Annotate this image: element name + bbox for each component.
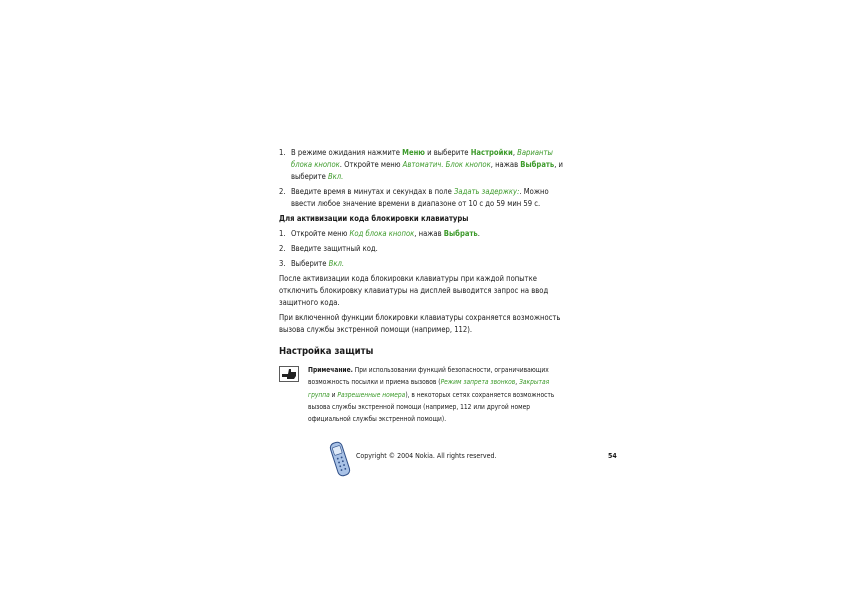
- auto-lock-label: Автоматич. Блок кнопок: [402, 160, 491, 169]
- list-item: [279, 228, 569, 240]
- step-text: ,: [512, 148, 518, 157]
- fixed-dialling-label: Разрешенные номера: [337, 390, 406, 399]
- settings-menu-label: Настройки: [470, 148, 513, 157]
- select-softkey-label: Выбрать: [443, 229, 478, 238]
- list-item: [279, 243, 569, 255]
- step-text: . Откройте меню: [339, 160, 403, 169]
- note-text: ,: [515, 378, 520, 387]
- list-item: [279, 147, 569, 183]
- paragraph: После активизации кода блокировки клавиатуры при каждой попытке отключить блокировку клавиатуры на дисплей выводится запрос на ввод защитного кода.: [279, 274, 549, 307]
- phone-illustration-icon: [328, 440, 352, 478]
- step-number: 2.: [279, 187, 286, 196]
- keypad-options-label: Варианты блока кнопок: [291, 148, 553, 169]
- subheading: Для активизации кода блокировки клавиатуры: [279, 214, 469, 223]
- on-option-label: Вкл.: [328, 259, 344, 268]
- note-text: При использовании функций безопасности, ограничивающих возможность посылки и приема вызовов (: [308, 366, 549, 387]
- note-text: и: [329, 390, 338, 399]
- note-label: Примечание.: [308, 366, 353, 374]
- step-text: и выберите: [424, 148, 471, 157]
- step-text: , нажав: [490, 160, 521, 169]
- step-number: 3.: [279, 259, 286, 268]
- code-lock-label: Код блока кнопок: [349, 229, 415, 238]
- page-content: [279, 147, 569, 425]
- step-text: .: [477, 229, 480, 238]
- step-text: Выберите: [291, 259, 329, 268]
- step-number: 1.: [279, 229, 286, 238]
- step-text: В режиме ожидания нажмите: [291, 148, 403, 157]
- step-number: 2.: [279, 244, 286, 253]
- select-softkey-label: Выбрать: [520, 160, 555, 169]
- list-item: [279, 186, 569, 210]
- step-text: Введите защитный код.: [291, 244, 378, 253]
- note-hand-icon: [279, 366, 299, 382]
- step-text: . Можно ввести любое значение времени в диапазоне от 10 с до 59 мин 59 с.: [291, 187, 549, 208]
- list-item: [279, 258, 569, 270]
- step-number: 1.: [279, 148, 286, 157]
- paragraph: При включенной функции блокировки клавиатуры сохраняется возможность вызова службы экстренной помощи (например, 112).: [279, 313, 561, 334]
- step-text: Откройте меню: [291, 229, 350, 238]
- copyright-text: Copyright © 2004 Nokia. All rights reserved.: [356, 452, 497, 460]
- step-text: , нажав: [414, 229, 444, 238]
- step-text: , и выберите: [291, 160, 563, 181]
- on-option-label: Вкл.: [327, 172, 344, 181]
- call-barring-label: Режим запрета звонков: [440, 378, 516, 387]
- set-delay-label: Задать задержку:: [454, 187, 520, 196]
- section-title: Настройка защиты: [279, 346, 374, 357]
- page-number: 54: [608, 452, 617, 460]
- closed-group-label: Закрытая группа: [308, 378, 550, 399]
- menu-softkey-label: Меню: [402, 148, 425, 157]
- page-footer: [328, 438, 618, 478]
- note-text: ), в некоторых сетях сохраняется возможность вызова службы экстренной помощи (например, 112 или другой номер официальной службы экстренной помощи).: [308, 390, 555, 424]
- step-text: Введите время в минутах и секундах в поле: [291, 187, 455, 196]
- note-block: [279, 364, 569, 425]
